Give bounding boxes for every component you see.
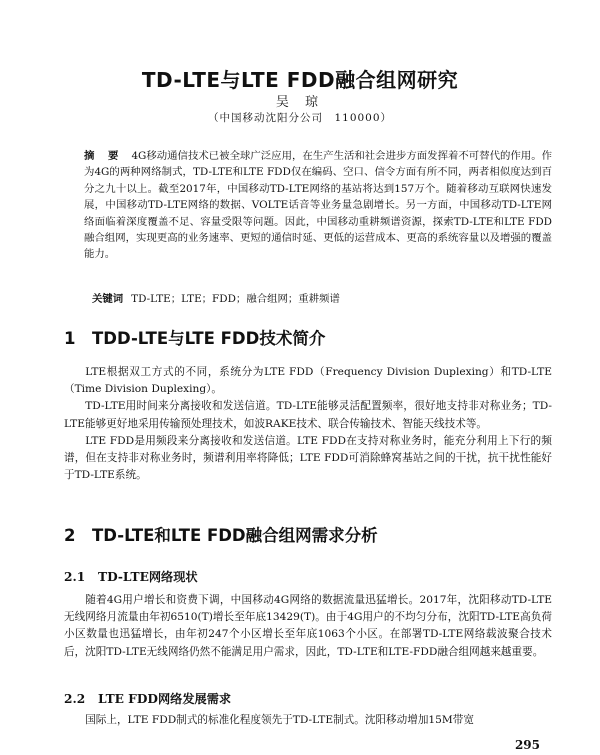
section-2-heading (64, 522, 564, 546)
section-number: 2 (64, 526, 76, 545)
paragraph: 随着4G用户增长和资费下调，中国移动4G网络的数据流量迅猛增长。2017年，沈阳移动TD-LTE无线网络月流量由年初6510(T)增长至年底13429(T)。由于4G用户的不均匀分布，沈阳TD-LTE高负荷小区数量也迅猛增长，由年初247个小区增长至年底1063个小区。在部署TD-LTE网络载波聚合技术后，沈阳TD-LTE无线网络仍然不能满足用户需求，因此，TD-LTE和LTE-FDD融合组网越来越重要。 (64, 594, 552, 658)
keywords-label: 关键词 (92, 293, 124, 305)
subsection-2-2-heading (64, 690, 564, 707)
subsection-2-2-body (64, 712, 552, 729)
paragraph: LTE根据双工方式的不同，系统分为LTE FDD（Frequency Division Duplexing）和TD-LTE（Time Division Duplexing）。 (64, 366, 552, 396)
subsection-title: LTE FDD网络发展需求 (98, 692, 232, 706)
paper-title: TD-LTE与LTE FDD融合组网研究 (141, 68, 459, 92)
subsection-2-1-body (64, 592, 552, 661)
section-1-heading (64, 325, 564, 349)
paragraph: LTE FDD是用频段来分离接收和发送信道。LTE FDD在支持对称业务时，能充分利用上下行的频谱，但在支持非对称业务时，频谱利用率将降低；LTE FDD可消除蜂窝基站之间的干扰，抗干扰性能好于TD-LTE系统。 (64, 434, 552, 482)
page-number: 295 (514, 738, 540, 752)
paragraph: TD-LTE用时间来分离接收和发送信道。TD-LTE能够灵活配置频率，很好地支持非对称业务；TD-LTE能够更好地采用传输预处理技术，如波RAKE技术、联合传输技术、智能天线技术等。 (64, 400, 552, 430)
section-title: TDD-LTE与LTE FDD技术简介 (92, 329, 326, 348)
section-1-body (64, 364, 552, 484)
subsection-title: TD-LTE网络现状 (98, 570, 198, 584)
keywords-text: TD-LTE；LTE；FDD；融合组网；重耕频谱 (131, 293, 340, 305)
paragraph: 国际上，LTE FDD制式的标准化程度领先于TD-LTE制式。沈阳移动增加15M带宽 (85, 714, 474, 726)
keywords (92, 290, 552, 305)
section-title: TD-LTE和LTE FDD融合组网需求分析 (92, 526, 378, 545)
section-number: 1 (64, 329, 76, 348)
abstract-label: 摘 要 (84, 150, 124, 162)
author-name: 吴 琼 (275, 95, 325, 110)
abstract-text: 4G移动通信技术已被全球广泛应用，在生产生活和社会进步方面发挥着不可替代的作用。作为4G的两种网络制式，TD-LTE和LTE FDD仅在编码、空口、信令方面有所不同，两者相似度达到百分之九十以上。截至2017年，中国移动TD-LTE网络的基站将达到157万个。随着移动互联网快速发展，中国移动TD-LTE网络的数据、VOLTE话音等业务量急剧增长。另一方面，中国移动TD-LTE网络面临着深度覆盖不足、容量受限等问题。因此，中国移动重耕频谱资源，探索TD-LTE和LTE FDD融合组网，实现更高的业务速率、更短的通信时延、更低的运营成本、更高的系统容量以及增强的覆盖能力。 (84, 150, 552, 261)
subsection-number: 2.1 (64, 570, 86, 584)
subsection-2-1-heading (64, 568, 564, 585)
abstract (84, 148, 552, 263)
subsection-number: 2.2 (64, 692, 86, 706)
author-affiliation: （中国移动沈阳分公司 110000） (207, 112, 393, 124)
